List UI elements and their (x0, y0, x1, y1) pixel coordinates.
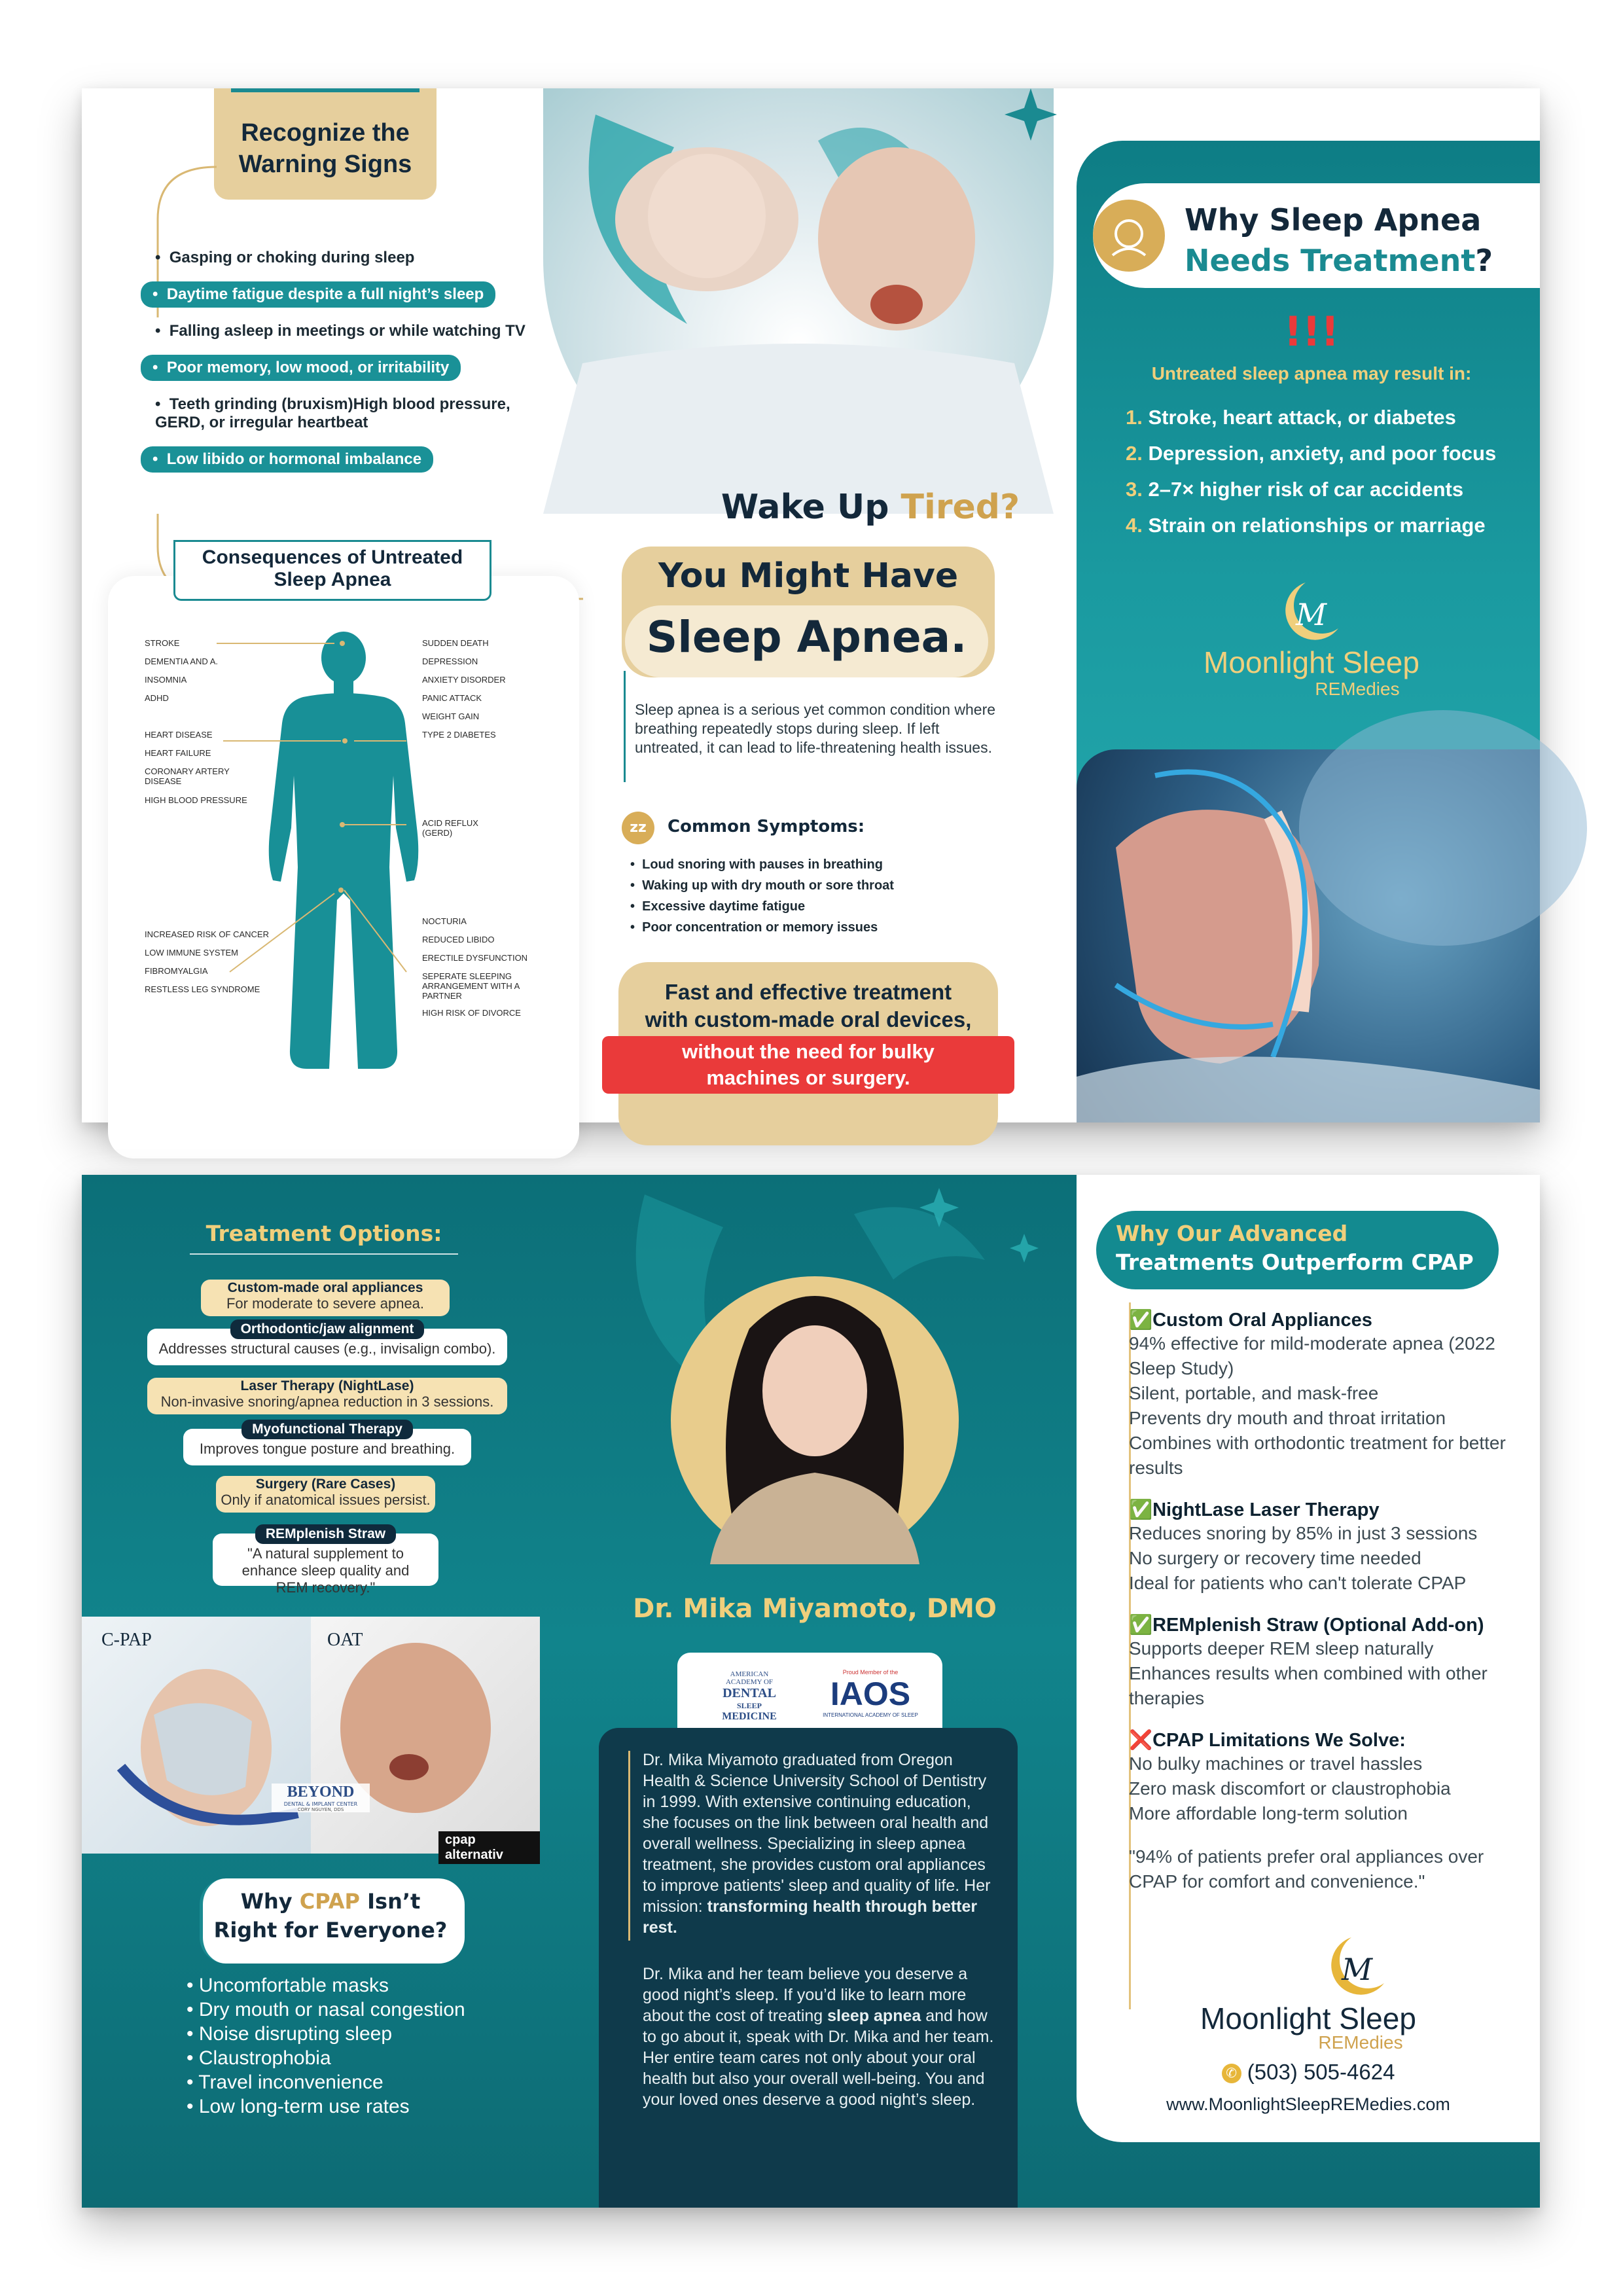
symptom-item: • Waking up with dry mouth or sore throat (630, 878, 894, 893)
treatment-option-desc: Non-invasive snoring/apnea reduction in 3 sessions. (160, 1393, 494, 1410)
bio1-text: Dr. Mika Miyamoto graduated from Oregon Health & Science University School of Dentistry in 1999. With extensive continuing education, she focuses on the link between oral health and overall wellness. Specializing in sleep apnea treatment, she provides custom oral appliances to improve patients' sleep and quality of life. Her mission: (643, 1751, 991, 1916)
symptoms-list (630, 854, 997, 938)
check-icon: ✅ (1129, 1310, 1153, 1331)
consequence-label: SUDDEN DEATH (422, 638, 489, 648)
advanced-title-line1: Why Our Advanced (1116, 1221, 1348, 1246)
advanced-section (1129, 1729, 1508, 1826)
why-cpap-item: • Claustrophobia (187, 2047, 331, 2069)
treatment-option-card (147, 1321, 507, 1365)
why-treatment-title (1185, 200, 1493, 281)
consequence-label: TYPE 2 DIABETES (422, 730, 496, 740)
why-cpap-item: • Noise disrupting sleep (187, 2023, 393, 2045)
why-cpap-item: • Travel inconvenience (187, 2072, 383, 2093)
section-line: Enhances results when combined with other therapies (1129, 1663, 1488, 1708)
consequence-label: ERECTILE DYSFUNCTION (422, 953, 528, 963)
doctor-bio-2 (643, 1964, 999, 2110)
why-cpap-line2: Right for Everyone? (213, 1918, 448, 1943)
treatment-option-card (213, 1526, 438, 1596)
section-line: No bulky machines or travel hassles (1129, 1753, 1423, 1774)
alert-marks: !!! (1283, 308, 1340, 355)
warning-item: • Gasping or choking during sleep (155, 249, 415, 266)
consequence-label: HEART DISEASE (145, 730, 213, 740)
consequence-label: INSOMNIA (145, 675, 187, 685)
consequences-title-line2: Sleep Apnea (274, 569, 391, 590)
cta-line1: Fast and effective treatment (664, 980, 952, 1004)
warning-item: • Falling asleep in meetings or while watching TV (155, 322, 526, 340)
oat-label: OAT (327, 1630, 363, 1650)
treatment-options-title: Treatment Options: (205, 1221, 442, 1246)
cpap-vs-oat-image (82, 1617, 540, 1862)
treatment-title-rule (190, 1253, 458, 1255)
svg-text:M: M (1296, 597, 1327, 632)
aadsm-line1: AMERICAN (730, 1670, 769, 1678)
beyond-logo-text: BEYOND (287, 1784, 355, 1801)
consequence-label: CORONARY ARTERY DISEASE (145, 766, 230, 786)
treatment-option-title: Custom-made oral appliances (227, 1280, 423, 1295)
bio1-bold: transforming health through better rest. (643, 1897, 978, 1937)
consequence-label: NOCTURIA (422, 916, 467, 926)
beyond-logo-sub: DENTAL & IMPLANT CENTER (283, 1801, 358, 1807)
section-line: Ideal for patients who can't tolerate CPAP (1129, 1573, 1467, 1593)
brand-name-top: Moonlight Sleep (1204, 645, 1419, 679)
consequences-title (173, 540, 491, 601)
section-line: Prevents dry mouth and throat irritation (1129, 1408, 1446, 1428)
why-cpap-title (200, 1887, 461, 1945)
wake-up-text: Wake Up (721, 488, 901, 527)
symptom-item: • Excessive daytime fatigue (630, 899, 806, 914)
section-heading: REMplenish Straw (Optional Add-on) (1152, 1615, 1484, 1636)
warning-title-line2: Warning Signs (238, 151, 412, 178)
cta-line2: with custom-made oral devices, (645, 1007, 972, 1031)
advanced-title (1116, 1219, 1474, 1277)
phone-number[interactable]: (503) 505-4624 (1247, 2060, 1395, 2084)
treatment-option-card (216, 1476, 435, 1513)
consequence-label: SEPERATE SLEEPING ARRANGEMENT WITH A PARTNER (422, 971, 520, 1001)
doctor-portrait (671, 1276, 959, 1564)
consequences-title-line1: Consequences of Untreated (202, 547, 463, 568)
treatment-option-desc: For moderate to severe apnea. (226, 1295, 425, 1312)
consequence-label: HIGH RISK OF DIVORCE (422, 1008, 521, 1018)
why-cpap-list (187, 1973, 527, 2119)
warning-item-highlight: • Poor memory, low mood, or irritability (141, 355, 612, 381)
section-heading: CPAP Limitations We Solve: (1152, 1730, 1406, 1751)
bio-rule (628, 1751, 630, 1941)
cta-red-text: without the need for bulky machines or surgery. (682, 1040, 935, 1089)
brand-name-bottom: Moonlight Sleep (1200, 2001, 1416, 2036)
brand-sub-top: REMedies (1315, 679, 1400, 699)
consequence-label: HIGH BLOOD PRESSURE (145, 795, 247, 805)
treatment-option-desc: "A natural supplement to enhance sleep quality and REM recovery." (241, 1545, 410, 1596)
treatment-option-desc: Only if anatomical issues persist. (221, 1492, 431, 1508)
aadsm-line2: ACADEMY OF (725, 1678, 773, 1686)
treatment-option-card (183, 1422, 471, 1465)
section-line: Silent, portable, and mask-free (1129, 1383, 1379, 1403)
testimonial-quote: "94% of patients prefer oral appliances over CPAP for comfort and convenience." (1129, 1846, 1484, 1892)
warning-item-highlight: • Daytime fatigue despite a full night’s sleep (141, 281, 612, 308)
why-cpap-cpap: CPAP (299, 1889, 360, 1914)
might-have-text: You Might Have (658, 556, 959, 596)
moonlight-logo-icon-bottom (1306, 1931, 1397, 2003)
treatment-option-desc: Addresses structural causes (e.g., invisalign combo). (158, 1340, 496, 1357)
why-cpap-item: • Low long-term use rates (187, 2096, 410, 2117)
bio2-bold: sleep apnea (827, 2007, 921, 2025)
why-treatment-q: ? (1475, 243, 1493, 278)
consequence-label: LOW IMMUNE SYSTEM (145, 948, 239, 958)
why-treatment-line1: Why Sleep Apnea (1185, 202, 1482, 238)
consequence-label: ACID REFLUX (GERD) (422, 818, 478, 838)
warning-title-line1: Recognize the (241, 119, 410, 147)
wake-up-headline (641, 488, 1099, 527)
advanced-section (1129, 1309, 1508, 1480)
symptom-item: • Loud snoring with pauses in breathing (630, 857, 883, 872)
treatment-option-card (147, 1378, 507, 1414)
consequence-item: 1. Stroke, heart attack, or diabetes (1126, 406, 1456, 429)
treatment-option-title: Laser Therapy (NightLase) (240, 1378, 414, 1393)
brochure-outer-panel (82, 88, 1540, 1122)
svg-text:M: M (1342, 1952, 1373, 1987)
section-heading: Custom Oral Appliances (1152, 1310, 1372, 1331)
cpap-photo (82, 1617, 311, 1854)
consequence-label: FIBROMYALGIA (145, 966, 208, 976)
beyond-logo-name: CORY NGUYEN, DDS (297, 1807, 344, 1812)
consequence-label: DEPRESSION (422, 656, 478, 666)
advanced-sections (1129, 1309, 1508, 1894)
doctor-name: Dr. Mika Miyamoto, DMO (633, 1594, 997, 1624)
symptoms-title: Common Symptoms: (668, 817, 865, 836)
why-treatment-list (1126, 399, 1531, 543)
treatment-option-title: REMplenish Straw (255, 1524, 396, 1544)
warning-item: • Teeth grinding (bruxism)High blood pressure, GERD, or irregular heartbeat (155, 395, 510, 431)
consequence-item: 4. Strain on relationships or marriage (1126, 514, 1486, 537)
section-line: Reduces snoring by 85% in just 3 sessions (1129, 1523, 1478, 1543)
section-line: Zero mask discomfort or claustrophobia (1129, 1778, 1451, 1799)
apnea-face-icon (1093, 200, 1165, 272)
section-line: Combines with orthodontic treatment for better results (1129, 1433, 1506, 1478)
consequence-label: DEMENTIA AND A. (145, 656, 218, 666)
advanced-section (1129, 1614, 1508, 1711)
zz-icon: zz (622, 812, 654, 844)
section-line: Supports deeper REM sleep naturally (1129, 1638, 1434, 1659)
oat-photo (311, 1617, 540, 1854)
website-link[interactable]: www.MoonlightSleepREMedies.com (1166, 2094, 1450, 2114)
treatment-option-card (201, 1280, 450, 1316)
aadsm-line5: MEDICINE (722, 1711, 777, 1722)
consequence-label: ANXIETY DISORDER (422, 675, 506, 685)
brand-sub-bottom: REMedies (1318, 2032, 1403, 2053)
iaos-logo (812, 1669, 929, 1718)
section-line: No surgery or recovery time needed (1129, 1548, 1421, 1568)
airway-illustration (1077, 749, 1540, 1122)
why-cpap-rest: Isn’t (359, 1889, 421, 1914)
check-icon: ✅ (1129, 1615, 1153, 1636)
consequence-label: REDUCED LIBIDO (422, 935, 495, 944)
warning-item-highlight: • Low libido or hormonal imbalance (141, 446, 612, 473)
treatment-option-title: Orthodontic/jaw alignment (230, 1319, 425, 1339)
why-treatment-line2: Needs Treatment (1185, 243, 1476, 278)
warning-list (141, 249, 612, 473)
consequence-label: INCREASED RISK OF CANCER (145, 929, 269, 939)
iaos-main: IAOS (830, 1676, 911, 1712)
why-treatment-intro: Untreated sleep apnea may result in: (1151, 363, 1472, 384)
section-line: More affordable long-term solution (1129, 1803, 1408, 1823)
iaos-sub: INTERNATIONAL ACADEMY OF SLEEP (823, 1712, 918, 1718)
consequence-label: PANIC ATTACK (422, 693, 482, 703)
beyond-logo (272, 1784, 370, 1812)
tired-text: Tired? (901, 488, 1020, 527)
iaos-top: Proud Member of the (842, 1669, 899, 1676)
sleep-apnea-headline: Sleep Apnea. (646, 612, 967, 662)
treatment-option-title: Myofunctional Therapy (241, 1420, 413, 1439)
cta-text (618, 978, 998, 1033)
aadsm-line4: SLEEP (736, 1701, 762, 1710)
doctor-bio-1 (643, 1749, 999, 1938)
brochure-inner-panel (82, 1175, 1540, 2208)
bio2-text-b: and how to go about it, speak with Dr. Mika and her team. Her entire team cares not only about your oral health but also your overall well-being. You and your loved ones deserve a good night’s sleep. (643, 2007, 994, 2109)
comparison-caption: cpap alternativ (438, 1831, 540, 1864)
x-icon: ❌ (1129, 1730, 1153, 1751)
phone-icon: ✆ (1222, 2064, 1241, 2083)
consequence-label: STROKE (145, 638, 180, 648)
why-cpap-why: Why (240, 1889, 300, 1914)
section-line: 94% effective for mild-moderate apnea (2022 Sleep Study) (1129, 1333, 1495, 1378)
consequence-label: ADHD (145, 693, 169, 703)
aadsm-logo (700, 1670, 798, 1723)
description-rule (624, 671, 626, 782)
advanced-title-line2: Treatments Outperform CPAP (1116, 1249, 1474, 1275)
consequence-label: HEART FAILURE (145, 748, 211, 758)
check-icon: ✅ (1129, 1499, 1153, 1520)
treatment-option-desc: Improves tongue posture and breathing. (199, 1441, 455, 1457)
consequence-label: WEIGHT GAIN (422, 711, 480, 721)
consequence-item: 3. 2–7× higher risk of car accidents (1126, 478, 1464, 501)
symptom-item: • Poor concentration or memory issues (630, 920, 878, 935)
advanced-section (1129, 1499, 1508, 1596)
bio2-text-a: Dr. Mika and her team believe you deserve a good night’s sleep. If you’d like to learn more about the cost of treating (643, 1965, 968, 2025)
why-cpap-item: • Uncomfortable masks (187, 1975, 389, 1996)
section-heading: NightLase Laser Therapy (1152, 1499, 1380, 1520)
treatment-option-title: Surgery (Rare Cases) (255, 1477, 396, 1492)
phone-line (1077, 2060, 1540, 2085)
cpap-label: C-PAP (101, 1630, 152, 1650)
why-cpap-item: • Dry mouth or nasal congestion (187, 1999, 465, 2020)
consequence-label: RESTLESS LEG SYNDROME (145, 984, 260, 994)
consequence-item: 2. Depression, anxiety, and poor focus (1126, 442, 1497, 465)
moonlight-logo-icon (1260, 576, 1351, 648)
hero-description: Sleep apnea is a serious yet common condition where breathing repeatedly stops during sleep. If left untreated, it can lead to life-threatening health issues. (635, 701, 996, 756)
aadsm-line3: DENTAL (722, 1686, 776, 1700)
